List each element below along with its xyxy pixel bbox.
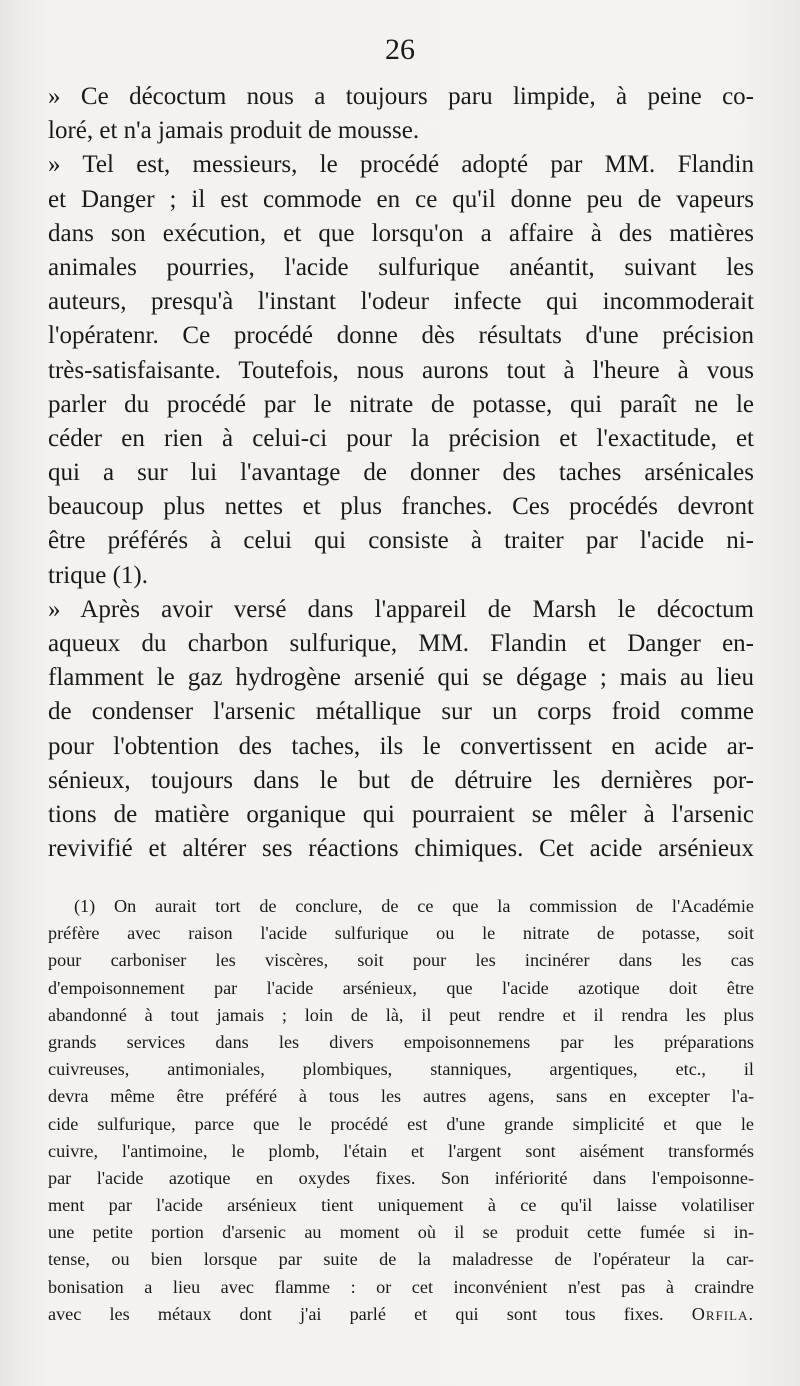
text-line: parler du procédé par le nitrate de potasse, qui paraît ne le — [48, 390, 754, 418]
text-line: très-satisfaisante. Toutefois, nous aurons tout à l'heure à vous — [48, 356, 754, 384]
text-line: céder en rien à celui-ci pour la précision et l'exactitude, et — [48, 424, 754, 452]
text-line: sénieux, toujours dans le but de détruire les dernières por- — [48, 766, 754, 794]
footnote-line: grands services dans les divers empoisonnemens par les préparations — [48, 1031, 754, 1052]
text-line: dans son exécution, et que lorsqu'on a affaire à des matières — [48, 219, 754, 247]
footnote-line: par l'acide azotique en oxydes fixes. Son infériorité dans l'empoisonne- — [48, 1167, 754, 1188]
footnote-line: bonisation a lieu avec flamme : or cet inconvénient n'est pas à craindre — [48, 1276, 754, 1297]
text-line: tions de matière organique qui pourraient se mêler à l'arsenic — [48, 800, 754, 828]
footnote-line: avec les métaux dont j'ai parlé et qui sont tous fixes. — [48, 1303, 664, 1324]
footnote — [48, 893, 754, 1328]
text-line: de condenser l'arsenic métallique sur un corps froid comme — [48, 698, 754, 726]
text-line: aqueux du charbon sulfurique, MM. Flandin et Danger en- — [48, 630, 754, 657]
text-line: l'opératenr. Ce procédé donne dès résultats d'une précision — [48, 322, 754, 350]
footnote-line: (1) On aurait tort de conclure, de ce que la commission de l'Académie — [74, 896, 754, 916]
page-number: 26 — [385, 33, 415, 66]
footnote-line: tense, ou bien lorsque par suite de la maladresse de l'opérateur la car- — [48, 1249, 754, 1270]
text-line: loré, et n'a jamais produit de mousse. — [48, 117, 420, 145]
text-line: » Tel est, messieurs, le procédé adopté par MM. Flandin — [48, 151, 754, 179]
footnote-line: ment par l'acide arsénieux tient uniquement à ce qu'il laisse volatiliser — [48, 1195, 754, 1216]
text-line: et Danger ; il est commode en ce qu'il donne peu de vapeurs — [48, 185, 754, 213]
footnote-line: cuivreuses, antimoniales, plombiques, stanniques, argentiques, etc., il — [48, 1059, 754, 1080]
text-line: animales pourries, l'acide sulfurique anéantit, suivant les — [48, 253, 754, 281]
main-text — [48, 80, 754, 866]
text-line: pour l'obtention des taches, ils le convertissent en acide ar- — [48, 732, 754, 760]
footnote-line: d'empoisonnement par l'acide arsénieux, que l'acide azotique doit être — [48, 977, 754, 998]
footnote-line: devra même être préféré à tous les autres agens, sans en excepter l'a- — [48, 1086, 754, 1107]
footnote-line: cide sulfurique, parce que le procédé est d'une grande simplicité et que le — [48, 1113, 754, 1134]
footnote-line: cuivre, l'antimoine, le plomb, l'étain et l'argent sont aisément transformés — [48, 1140, 754, 1161]
footnote-last-line — [48, 1301, 754, 1328]
text-line: » Après avoir versé dans l'appareil de Marsh le décoctum — [48, 595, 754, 623]
footnote-line: préfère avec raison l'acide sulfurique ou le nitrate de potasse, soit — [48, 923, 754, 944]
footnote-line: une petite portion d'arsenic au moment où il se produit cette fumée si in- — [48, 1222, 754, 1243]
footnote-line: abandonné à tout jamais ; loin de là, il peut rendre et il rendra les plus — [48, 1004, 754, 1025]
signature: Orfila. — [691, 1303, 755, 1324]
text-line: revivifié et altérer ses réactions chimiques. Cet acide arsénieux — [48, 835, 754, 863]
text-line: auteurs, presqu'à l'instant l'odeur infecte qui incommoderait — [48, 288, 754, 316]
text-line: flamment le gaz hydrogène arsenié qui se dégage ; mais au lieu — [48, 664, 754, 692]
text-line: trique (1). — [48, 561, 148, 589]
footnote-line: pour carboniser les viscères, soit pour les incinérer dans les cas — [48, 950, 754, 971]
text-line: qui a sur lui l'avantage de donner des taches arsénicales — [48, 459, 754, 487]
text-line: beaucoup plus nettes et plus franches. Ces procédés devront — [48, 493, 754, 521]
text-line: être préférés à celui qui consiste à traiter par l'acide ni- — [48, 527, 754, 555]
text-line: » Ce décoctum nous a toujours paru limpide, à peine co- — [48, 83, 754, 110]
